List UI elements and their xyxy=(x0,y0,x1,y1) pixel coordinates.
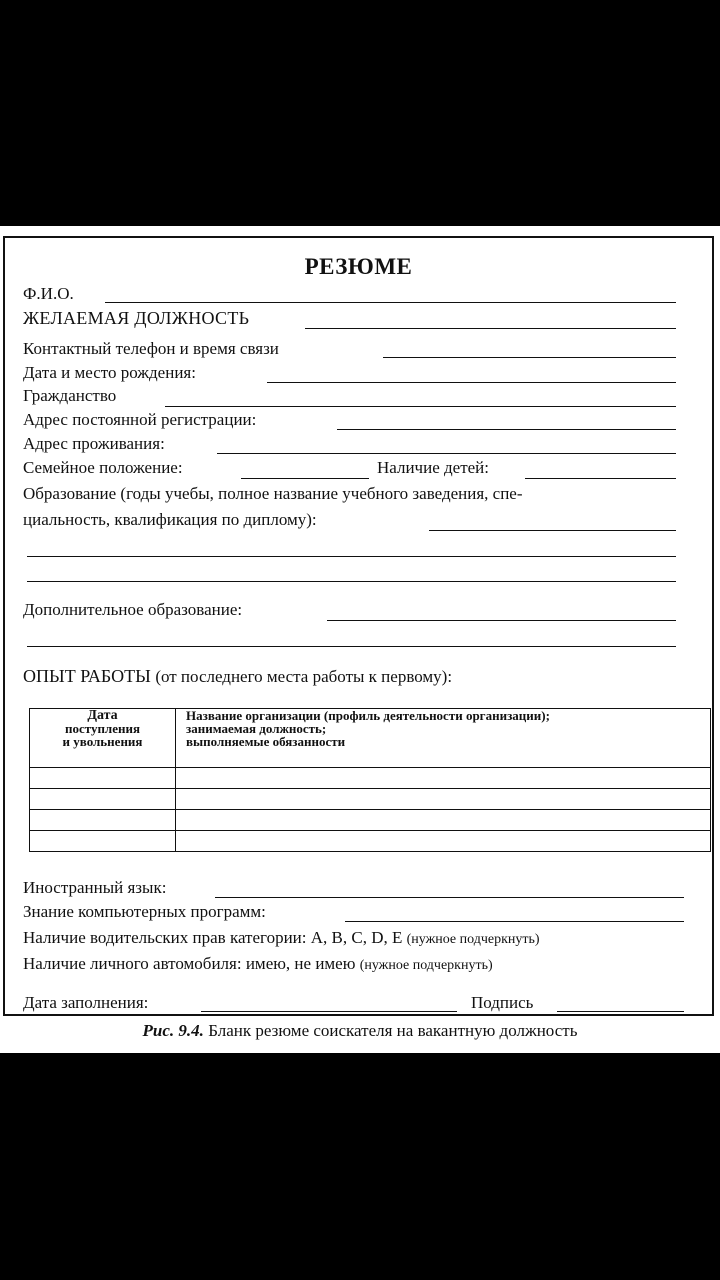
work-heading-title: ОПЫТ РАБОТЫ xyxy=(23,666,151,686)
marital-label: Семейное положение: xyxy=(23,458,183,477)
citizenship-field[interactable] xyxy=(165,406,676,407)
language-field[interactable] xyxy=(215,897,684,898)
position-label: ЖЕЛАЕМАЯ ДОЛЖНОСТЬ xyxy=(23,308,250,328)
education-label-line1: Образование (годы учебы, полное название учебного заведения, спе- xyxy=(23,484,523,503)
car-line xyxy=(23,954,493,974)
education-label-line2: циальность, квалификация по диплому): xyxy=(23,510,317,529)
software-label: Знание компьютерных программ: xyxy=(23,902,266,921)
education-field[interactable] xyxy=(429,530,676,531)
table-cell-date[interactable] xyxy=(30,810,176,831)
signature-field[interactable] xyxy=(557,1011,684,1012)
citizenship-label: Гражданство xyxy=(23,386,117,405)
registration-label: Адрес постоянной регистрации: xyxy=(23,410,257,429)
marital-field[interactable] xyxy=(241,478,369,479)
form-title: РЕЗЮМЕ xyxy=(304,254,413,279)
birth-field[interactable] xyxy=(267,382,676,383)
date-column-header xyxy=(30,709,176,768)
position-field[interactable] xyxy=(305,328,676,329)
additional-education-field-line2[interactable] xyxy=(27,646,676,647)
car-label: Наличие личного автомобиля: имею, не имею xyxy=(23,954,356,973)
document-page xyxy=(0,226,720,1053)
additional-education-label: Дополнительное образование: xyxy=(23,600,243,619)
table-row xyxy=(30,831,711,852)
table-cell-organization[interactable] xyxy=(176,789,711,810)
org-header-line1: Название организации (профиль деятельности организации); xyxy=(186,708,550,723)
date-header-line2: поступления xyxy=(64,721,141,736)
children-field[interactable] xyxy=(525,478,676,479)
additional-education-field[interactable] xyxy=(327,620,676,621)
table-cell-organization[interactable] xyxy=(176,831,711,852)
education-field-line3[interactable] xyxy=(27,581,676,582)
work-experience-heading xyxy=(23,666,452,687)
license-label: Наличие водительских прав категории: А, В, С, D, Е xyxy=(23,928,403,947)
date-field[interactable] xyxy=(201,1011,457,1012)
resume-form-frame xyxy=(3,236,714,1016)
date-label: Дата заполнения: xyxy=(23,993,149,1012)
license-line xyxy=(23,928,540,948)
org-header-line3: выполняемые обязанности xyxy=(186,734,346,749)
caption-text: Бланк резюме соискателя на вакантную должность xyxy=(208,1021,578,1040)
table-row xyxy=(30,768,711,789)
language-label: Иностранный язык: xyxy=(23,878,167,897)
residence-label: Адрес проживания: xyxy=(23,434,165,453)
table-cell-organization[interactable] xyxy=(176,810,711,831)
license-note: (нужное подчеркнуть) xyxy=(406,932,540,947)
organization-column-header xyxy=(176,709,711,768)
table-cell-date[interactable] xyxy=(30,831,176,852)
phone-label: Контактный телефон и время связи xyxy=(23,339,279,358)
org-header-line2: занимаемая должность; xyxy=(186,721,327,736)
date-header-line3: и увольнения xyxy=(62,734,143,749)
table-cell-date[interactable] xyxy=(30,789,176,810)
children-label: Наличие детей: xyxy=(377,458,489,477)
table-row xyxy=(30,810,711,831)
caption-label: Рис. 9.4. xyxy=(142,1021,204,1040)
residence-field[interactable] xyxy=(217,453,676,454)
registration-field[interactable] xyxy=(337,429,676,430)
phone-field[interactable] xyxy=(383,357,676,358)
signature-label: Подпись xyxy=(471,993,534,1012)
birth-label: Дата и место рождения: xyxy=(23,363,196,382)
work-experience-table xyxy=(29,708,711,852)
table-header-row xyxy=(30,709,711,768)
software-field[interactable] xyxy=(345,921,684,922)
table-cell-organization[interactable] xyxy=(176,768,711,789)
table-cell-date[interactable] xyxy=(30,768,176,789)
fio-field[interactable] xyxy=(105,302,676,303)
table-row xyxy=(30,789,711,810)
fio-label: Ф.И.О. xyxy=(23,284,74,303)
work-heading-note: (от последнего места работы к первому): xyxy=(155,667,453,686)
date-header-line1: Дата xyxy=(87,708,118,723)
education-field-line2[interactable] xyxy=(27,556,676,557)
figure-caption xyxy=(0,1021,720,1041)
car-note: (нужное подчеркнуть) xyxy=(359,958,493,973)
